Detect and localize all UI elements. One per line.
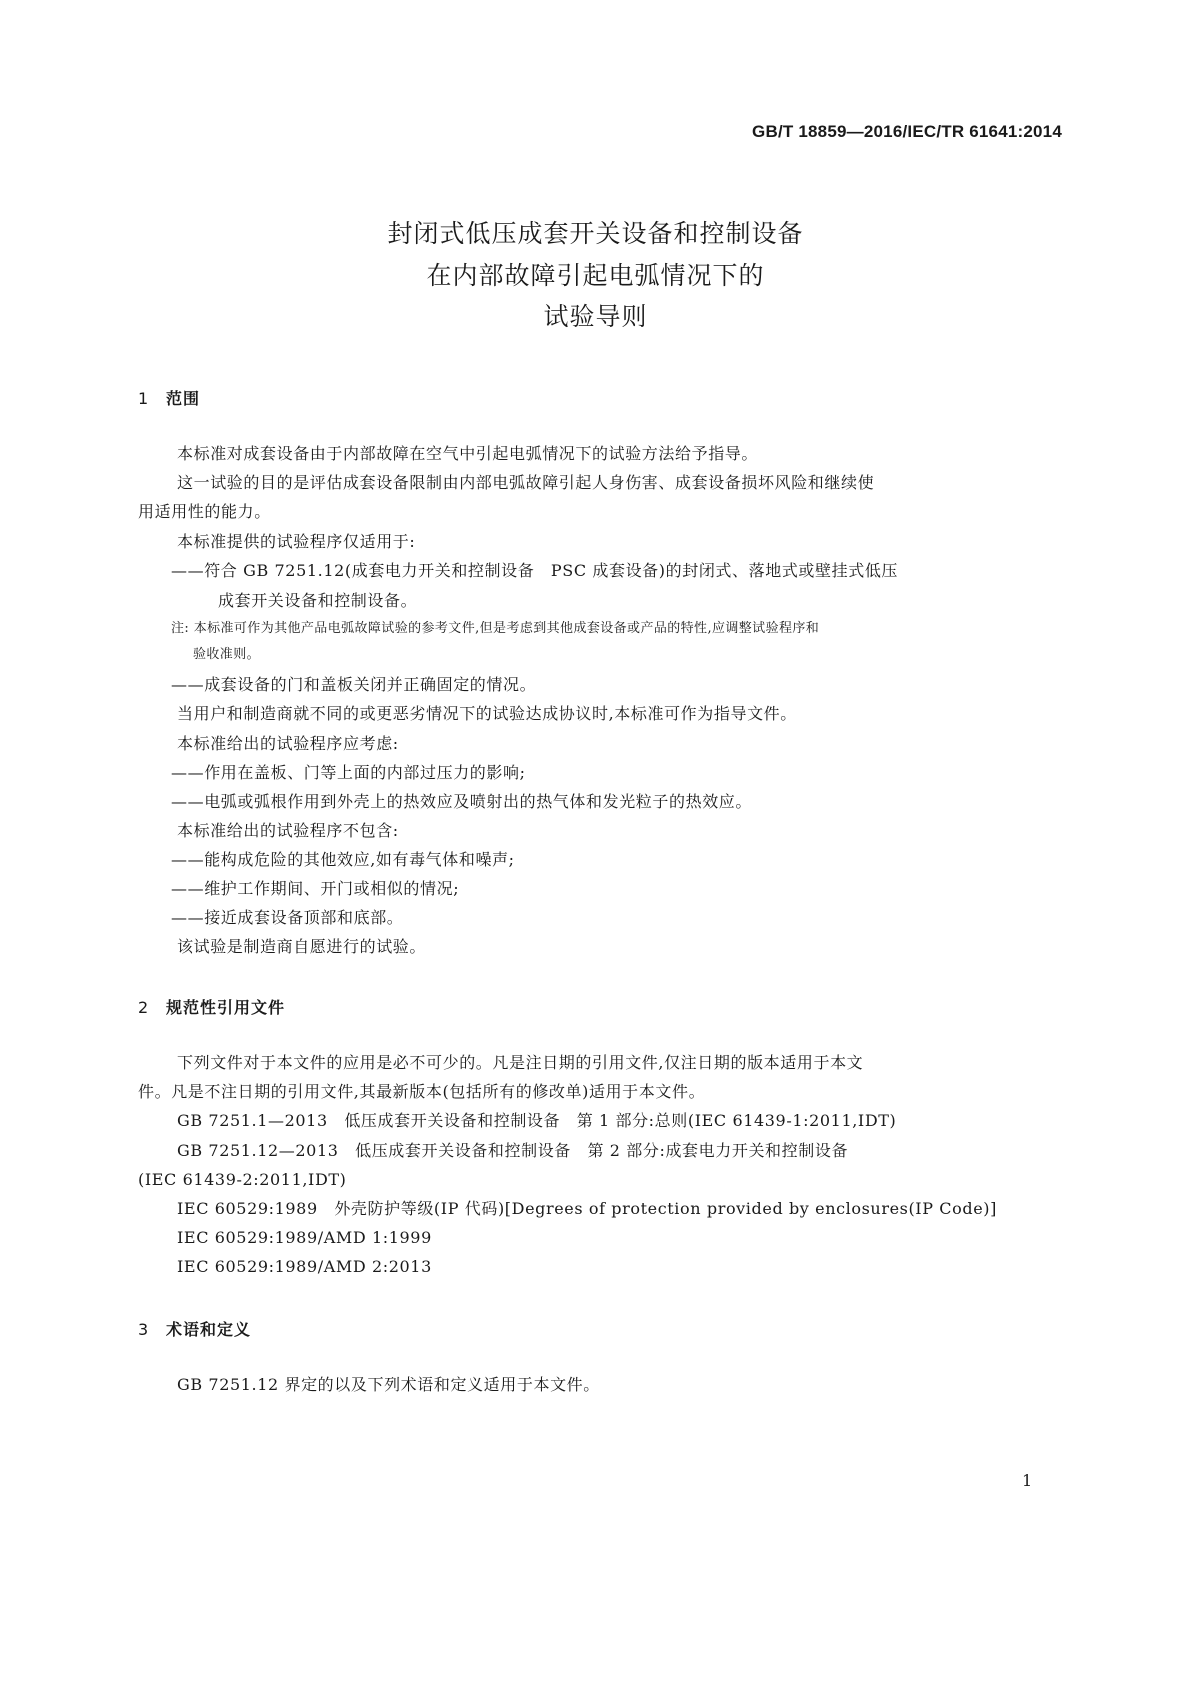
- section-1-number: 1: [138, 389, 150, 408]
- section-3-title: 术语和定义: [166, 1320, 252, 1339]
- note: 注: 本标准可作为其他产品电弧故障试验的参考文件,但是考虑到其他成套设备或产品的特性,应调整试验程序和: [171, 621, 820, 636]
- dash-list-item: ——符合 GB 7251.12(成套电力开关和控制设备 PSC 成套设备)的封闭式、落地式或壁挂式低压: [171, 561, 899, 580]
- title-line-1: 封闭式低压成套开关设备和控制设备: [387, 219, 804, 248]
- reference-entry: IEC 60529:1989/AMD 2:2013: [177, 1257, 432, 1276]
- section-1-paragraph: 本标准提供的试验程序仅适用于:: [177, 532, 416, 551]
- section-2-paragraph: 下列文件对于本文件的应用是必不可少的。凡是注日期的引用文件,仅注日期的版本适用于本文: [177, 1053, 864, 1072]
- page-number: 1: [1022, 1471, 1033, 1490]
- section-2-paragraph: 件。凡是不注日期的引用文件,其最新版本(包括所有的修改单)适用于本文件。: [138, 1082, 706, 1101]
- section-2-title: 规范性引用文件: [166, 998, 286, 1017]
- dash-list-item: ——维护工作期间、开门或相似的情况;: [171, 879, 460, 898]
- dash-list-item: 成套开关设备和控制设备。: [218, 591, 418, 610]
- title-line-2: 在内部故障引起电弧情况下的: [426, 261, 765, 290]
- dash-list-item: ——能构成危险的其他效应,如有毒气体和噪声;: [171, 850, 515, 869]
- section-2-heading: [138, 995, 285, 1018]
- section-1-paragraph: 本标准给出的试验程序不包含:: [177, 821, 399, 840]
- standard-code: GB/T 18859—2016/IEC/TR 61641:2014: [752, 122, 1062, 141]
- section-3-paragraph: GB 7251.12 界定的以及下列术语和定义适用于本文件。: [177, 1375, 600, 1394]
- reference-entry: IEC 60529:1989 外壳防护等级(IP 代码)[Degrees of protection provided by enclosures(IP Code)]: [177, 1199, 997, 1218]
- section-1-paragraph: 这一试验的目的是评估成套设备限制由内部电弧故障引起人身伤害、成套设备损坏风险和继续使: [177, 473, 875, 492]
- reference-entry: GB 7251.1—2013 低压成套开关设备和控制设备 第 1 部分:总则(IEC 61439-1:2011,IDT): [177, 1111, 897, 1130]
- section-1-paragraph: 该试验是制造商自愿进行的试验。: [177, 937, 427, 956]
- dash-list-item: ——电弧或弧根作用到外壳上的热效应及喷射出的热气体和发光粒子的热效应。: [171, 792, 753, 811]
- dash-list-item: ——成套设备的门和盖板关闭并正确固定的情况。: [171, 675, 537, 694]
- section-2-number: 2: [138, 998, 150, 1017]
- title-line-3: 试验导则: [543, 302, 648, 331]
- section-1-title: 范围: [166, 389, 201, 408]
- section-3-heading: [138, 1317, 251, 1340]
- section-1-paragraph: 当用户和制造商就不同的或更恶劣情况下的试验达成协议时,本标准可作为指导文件。: [177, 704, 797, 723]
- reference-entry: (IEC 61439-2:2011,IDT): [138, 1170, 347, 1189]
- section-1-paragraph: 本标准对成套设备由于内部故障在空气中引起电弧情况下的试验方法给予指导。: [177, 444, 759, 463]
- note: 验收准则。: [193, 647, 261, 662]
- reference-entry: GB 7251.12—2013 低压成套开关设备和控制设备 第 2 部分:成套电力开关和控制设备: [177, 1141, 849, 1160]
- dash-list-item: ——作用在盖板、门等上面的内部过压力的影响;: [171, 763, 526, 782]
- reference-entry: IEC 60529:1989/AMD 1:1999: [177, 1228, 432, 1247]
- section-1-paragraph: 用适用性的能力。: [138, 502, 271, 521]
- section-1-heading: [138, 386, 200, 409]
- dash-list-item: ——接近成套设备顶部和底部。: [171, 908, 404, 927]
- section-3-number: 3: [138, 1320, 150, 1339]
- section-1-paragraph: 本标准给出的试验程序应考虑:: [177, 734, 399, 753]
